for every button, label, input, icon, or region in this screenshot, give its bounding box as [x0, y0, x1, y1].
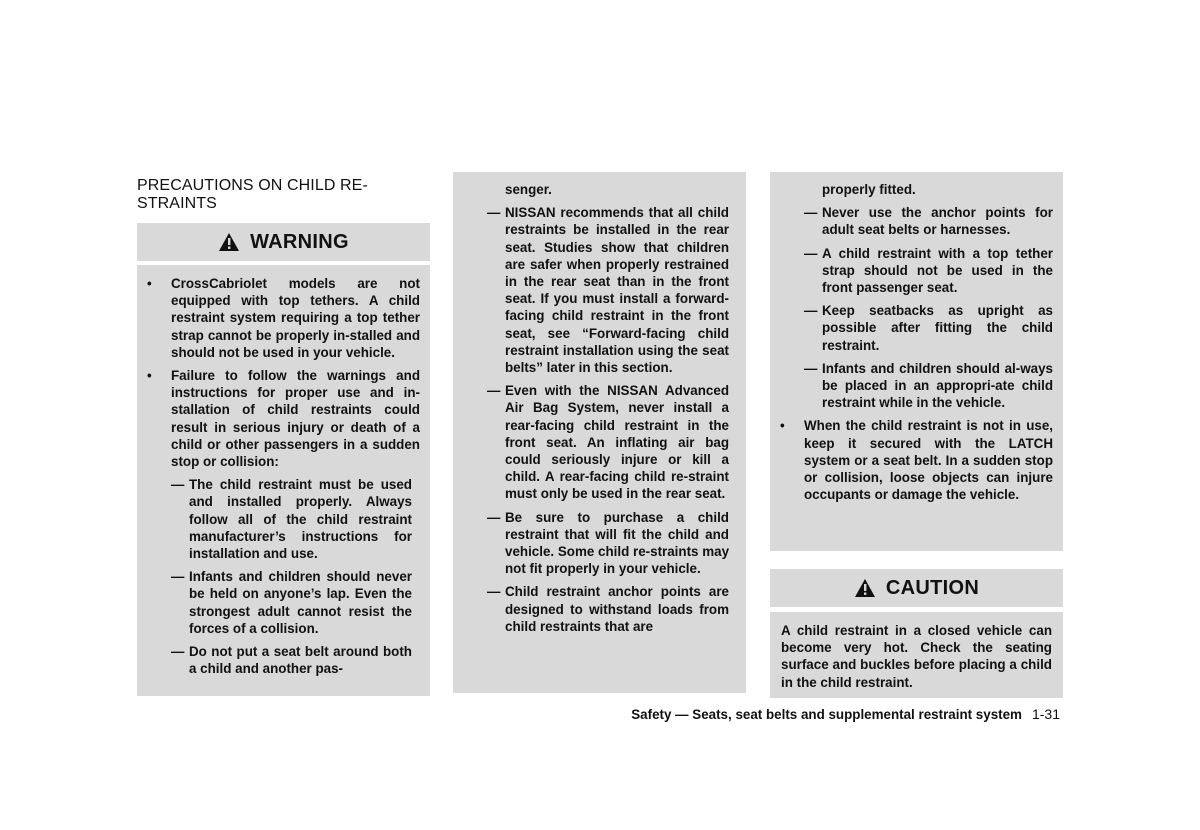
col2-text [453, 181, 729, 641]
warning-label: WARNING [250, 230, 349, 253]
page-number: 1-31 [1031, 706, 1060, 722]
section-title: PRECAUTIONS ON CHILD RE- STRAINTS [137, 177, 368, 212]
page-footer [560, 706, 1060, 722]
list-item: — Do not put a seat belt around both a child and another pas- [137, 643, 420, 677]
col1-text [137, 275, 420, 683]
list-item: — The child restraint must be used and installed properly. Always follow all of the child restraint manufacturer’s instructions for installation and use. [137, 476, 420, 562]
list-item: • Failure to follow the warnings and instructions for proper use and in-stallation of child restraints could result in serious injury or death of a child or other passengers in a sudden stop or collision: [137, 367, 420, 470]
list-item: • When the child restraint is not in use, keep it secured with the LATCH system or a seat belt. In a sudden stop or collision, loose objects can injure occupants or damage the vehicle. [770, 417, 1053, 503]
caution-triangle-icon [854, 578, 876, 598]
list-item: — Infants and children should never be held on anyone’s lap. Even the strongest adult cannot resist the forces of a collision. [137, 568, 420, 637]
list-item: • CrossCabriolet models are not equipped with top tethers. A child restraint system requiring a top tether strap cannot be properly in-stalled and should not be used in your vehicle. [137, 275, 420, 361]
caution-text: A child restraint in a closed vehicle can become very hot. Check the seating surface and buckles before placing a child in the child restraint. [781, 623, 1052, 690]
list-item: — Never use the anchor points for adult seat belts or harnesses. [770, 204, 1053, 238]
list-item: properly fitted. [822, 182, 916, 197]
list-item: — Child restraint anchor points are designed to withstand loads from child restraints that are [453, 583, 729, 635]
chapter-title: Safety — Seats, seat belts and supplemental restraint system [631, 707, 1022, 722]
warning-triangle-icon [218, 232, 240, 252]
list-item: senger. [505, 182, 552, 197]
list-item: — Keep seatbacks as upright as possible after fitting the child restraint. [770, 302, 1053, 354]
caution-label: CAUTION [885, 576, 980, 599]
list-item: — NISSAN recommends that all child restraints be installed in the rear seat. Studies show that children are safer when properly restrained in the rear seat than in the front seat. If you must install a forward-facing child restraint in the front seat, see “Forward-facing child restraint installation using the seat belts” later in this section. [453, 204, 729, 376]
list-item: — Infants and children should al-ways be placed in an appropri-ate child restraint while in the vehicle. [770, 360, 1053, 412]
col3-text [770, 181, 1053, 509]
caution-header [770, 569, 1063, 607]
list-item: — Be sure to purchase a child restraint that will fit the child and vehicle. Some child re-straints may not fit properly in your vehicle. [453, 509, 729, 578]
list-item: — A child restraint with a top tether strap should not be used in the front passenger seat. [770, 245, 1053, 297]
warning-header [137, 223, 430, 261]
list-item: — Even with the NISSAN Advanced Air Bag System, never install a rear-facing child restraint in the front seat. An inflating air bag could seriously injure or kill a child. A rear-facing child re-straint must only be used in the rear seat. [453, 382, 729, 502]
